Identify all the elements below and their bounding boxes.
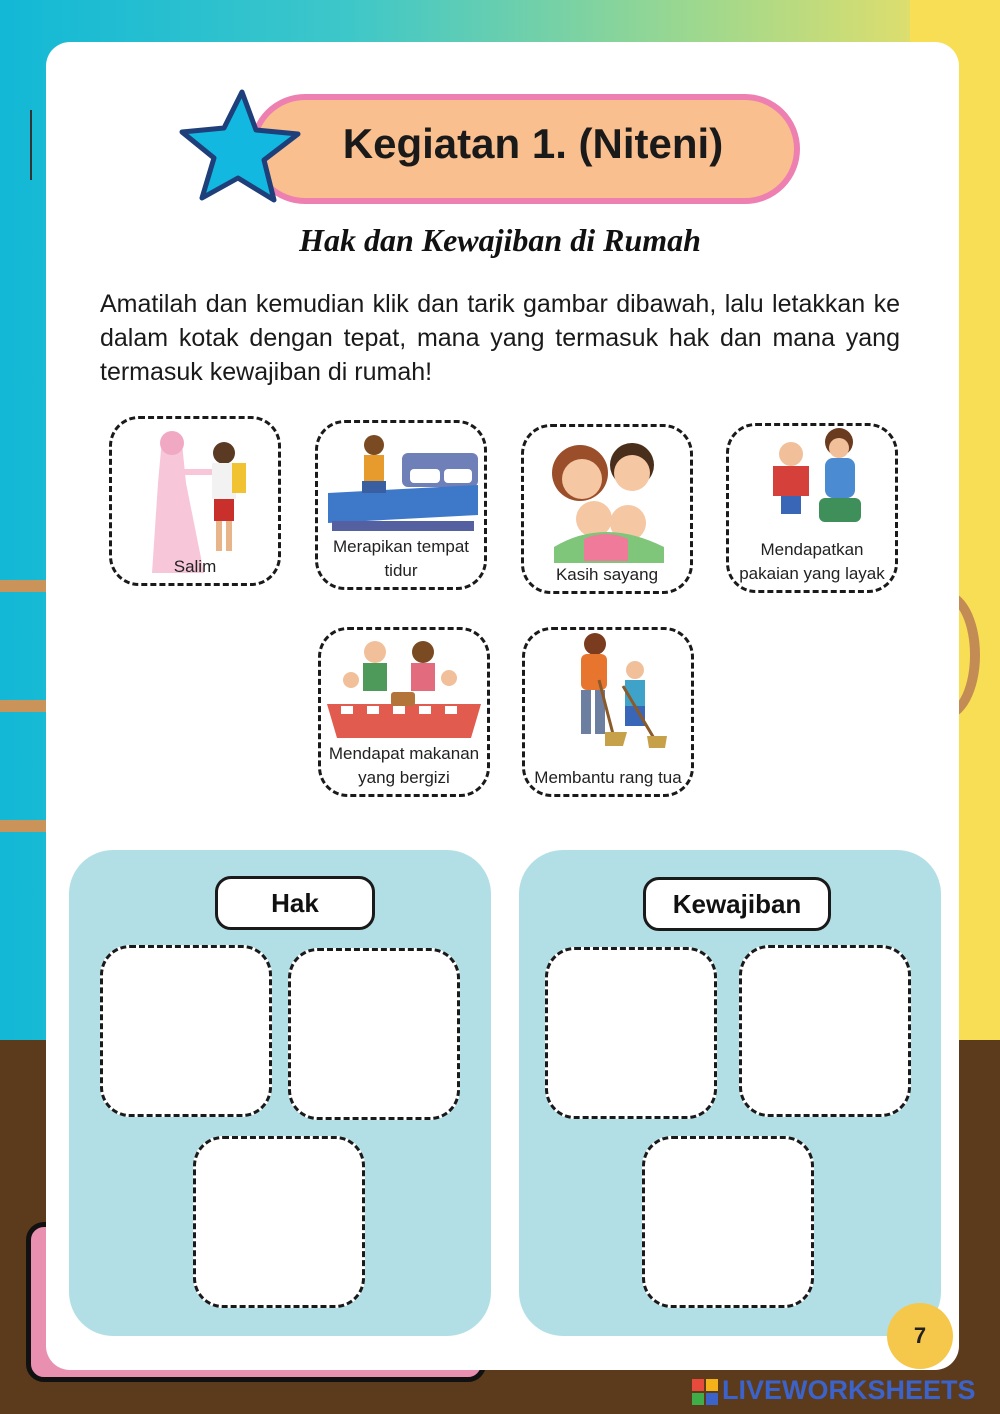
card-label: Mendapatkan pakaian yang layak (739, 540, 885, 583)
drag-card-kasih-sayang[interactable] (521, 424, 693, 594)
card-label: Mendapat makanan yang bergizi (328, 744, 480, 787)
instructions-text: Amatilah dan kemudian klik dan tarik gambar dibawah, lalu letakkan ke dalam kotak dengan tepat, mana yang termasuk hak dan mana yang termasuk kewajiban di rumah! (100, 290, 900, 386)
card-label: Salim (173, 557, 217, 576)
drag-card-salim[interactable] (109, 416, 281, 586)
kewajiban-drop-box-2[interactable] (739, 945, 911, 1117)
brand-footer (692, 1375, 976, 1405)
card-label: Merapikan tempat tidur (332, 537, 470, 580)
card-label: Membantu rang tua (534, 768, 682, 787)
kewajiban-drop-box-1[interactable] (545, 947, 717, 1119)
page-title: Kegiatan 1. (Niteni) (342, 120, 724, 167)
drag-card-merapikan-tempat-tidur[interactable] (315, 420, 487, 590)
kewajiban-panel-label: Kewajiban (643, 877, 831, 931)
liveworksheets-logo-icon (692, 1379, 718, 1405)
page-number-badge: 7 (887, 1303, 953, 1369)
brand-name: LIVEWORKSHEETS (722, 1375, 976, 1405)
kewajiban-drop-box-3[interactable] (642, 1136, 814, 1308)
drag-card-membantu-orang-tua[interactable] (522, 627, 694, 797)
hak-panel-label: Hak (215, 876, 375, 930)
hak-drop-box-2[interactable] (288, 948, 460, 1120)
page-subtitle: Hak dan Kewajiban di Rumah (299, 222, 701, 258)
card-label: Kasih sayang (555, 565, 659, 584)
drag-card-mendapat-makanan[interactable] (318, 627, 490, 797)
hak-drop-box-1[interactable] (100, 945, 272, 1117)
drag-card-mendapatkan-pakaian[interactable] (726, 423, 898, 593)
hak-drop-box-3[interactable] (193, 1136, 365, 1308)
